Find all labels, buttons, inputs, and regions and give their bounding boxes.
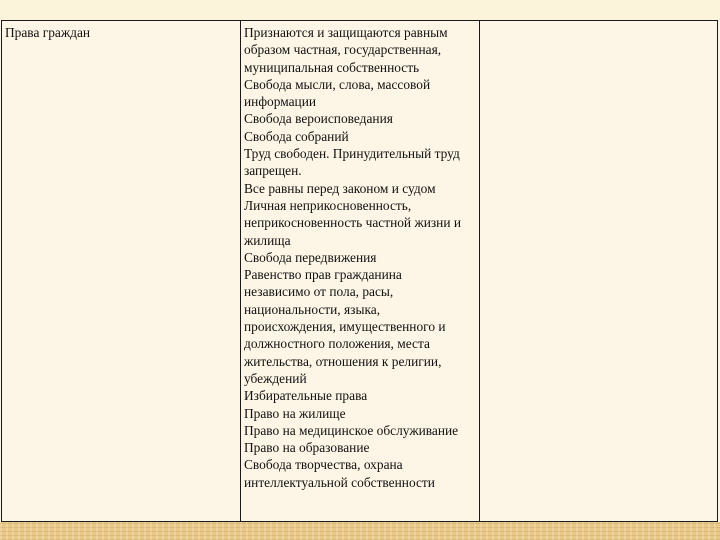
- rights-list-line: Свобода творчества, охрана: [244, 457, 403, 473]
- rights-list-line: Равенство прав гражданина: [244, 267, 402, 283]
- rights-list-line: неприкосновенность частной жизни и: [244, 215, 461, 231]
- rights-table: [1, 20, 718, 522]
- rights-list-line: должностного положения, места: [244, 336, 430, 352]
- rights-list-line: Право на образование: [244, 440, 370, 456]
- table-row: [2, 21, 718, 522]
- rights-list-line: Труд свободен. Принудительный труд: [244, 146, 460, 162]
- rights-list-line: национальности, языка,: [244, 301, 381, 317]
- rights-list-line: Свобода вероисповедания: [244, 111, 393, 127]
- rights-list-line: Право на медицинское обслуживание: [244, 422, 459, 438]
- slide-bottom-band: [0, 522, 720, 540]
- table-cell-category: [2, 21, 241, 522]
- rights-list-line: Все равны перед законом и судом: [244, 180, 436, 196]
- rights-list-line: Право на жилище: [244, 405, 346, 421]
- rights-list-line: жительства, отношения к религии,: [244, 353, 442, 369]
- rights-list-line: интеллектуальной собственности: [244, 474, 435, 490]
- rights-list-line: Избирательные права: [244, 388, 368, 404]
- category-label: Права граждан: [5, 25, 91, 40]
- rights-list-line: информации: [244, 94, 317, 110]
- table-cell-empty: [480, 21, 718, 522]
- rights-list-line: жилища: [244, 232, 291, 248]
- rights-list-line: Свобода собраний: [244, 128, 349, 144]
- rights-list-line: Свобода мысли, слова, массовой: [244, 76, 431, 92]
- rights-list-line: Свобода передвижения: [244, 249, 377, 265]
- rights-list-line: запрещен.: [244, 163, 302, 179]
- rights-list-line: Признаются и защищаются равным: [244, 25, 448, 40]
- slide-top-band: [0, 0, 720, 20]
- rights-list-line: образом частная, государственная,: [244, 42, 442, 58]
- rights-list-line: убеждений: [244, 370, 307, 386]
- rights-list-line: Личная неприкосновенность,: [244, 197, 412, 213]
- table-cell-rights-list: [241, 21, 480, 522]
- rights-list-line: муниципальная собственность: [244, 59, 420, 75]
- rights-list: [241, 21, 479, 491]
- rights-list-line: происхождения, имущественного и: [244, 319, 446, 335]
- rights-list-line: независимо от пола, расы,: [244, 284, 394, 300]
